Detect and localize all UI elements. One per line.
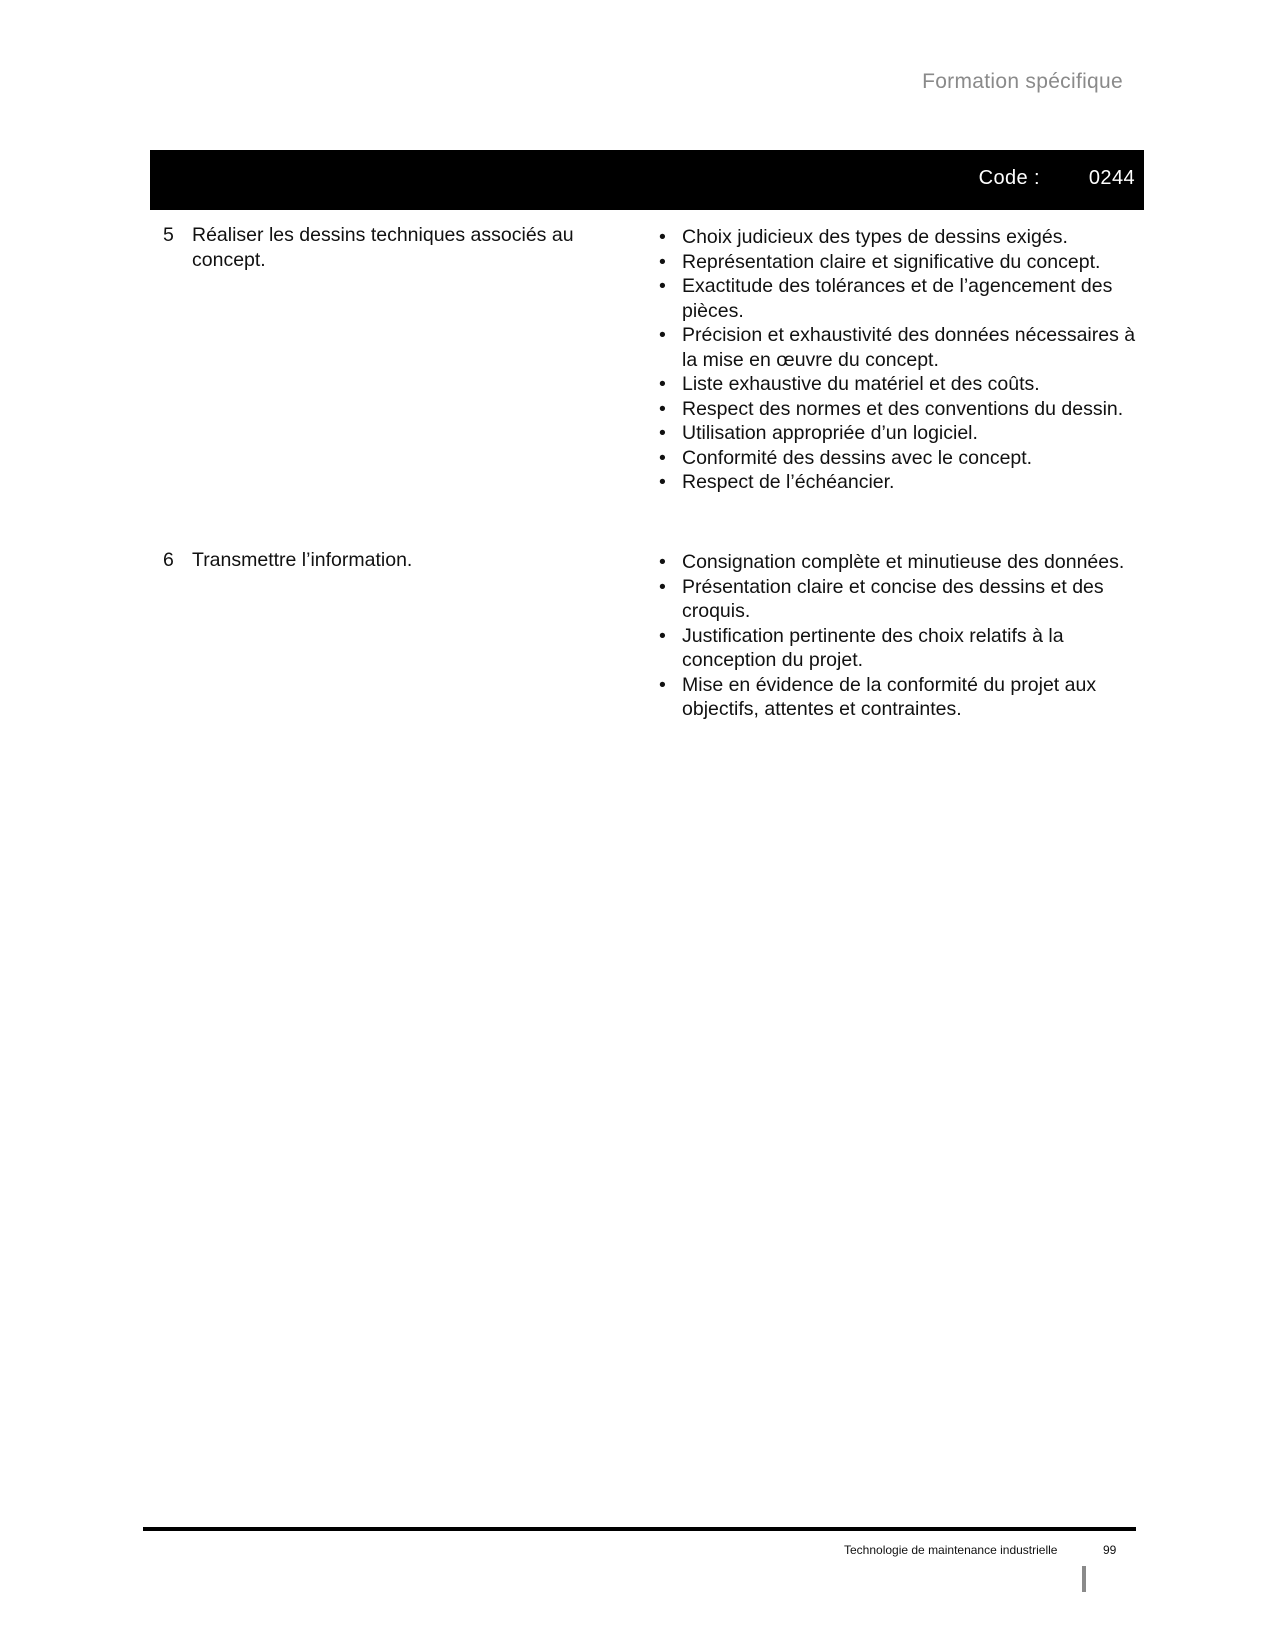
criterion-item: • Représentation claire et significative du concept.: [659, 250, 1101, 273]
element-text: Transmettre l’information.: [192, 549, 413, 571]
criterion-item: • Utilisation appropriée d’un logiciel.: [659, 422, 978, 444]
bullet-icon: •: [659, 226, 666, 248]
bullet-icon: •: [659, 324, 666, 346]
criterion-item: • Justification pertinente des choix relatifs à la conception du projet.: [659, 624, 1064, 671]
bullet-icon: •: [659, 275, 666, 297]
element-text: Réaliser les dessins techniques associés au concept.: [192, 224, 574, 271]
competency-element: [163, 548, 623, 573]
performance-criteria-list: [656, 225, 1138, 495]
code-label: Code :: [978, 167, 1040, 189]
criterion-item: • Respect des normes et des conventions du dessin.: [659, 397, 1124, 420]
criterion-item: • Liste exhaustive du matériel et des coûts.: [659, 373, 1040, 395]
bullet-icon: •: [659, 373, 666, 395]
bullet-icon: •: [659, 673, 666, 696]
competency-element: [163, 223, 623, 272]
criterion-item: • Choix judicieux des types de dessins exigés.: [659, 226, 1068, 248]
bullet-icon: •: [659, 250, 666, 273]
bullet-icon: •: [659, 551, 666, 573]
criterion-item: • Précision et exhaustivité des données nécessaires à la mise en œuvre du concept.: [659, 324, 1136, 371]
running-header: Formation spécifique: [922, 70, 1123, 93]
bullet-icon: •: [659, 397, 666, 420]
performance-criteria-list: [656, 550, 1138, 722]
criterion-item: • Présentation claire et concise des dessins et des croquis.: [659, 575, 1104, 622]
change-bar: [1082, 1566, 1086, 1592]
criterion-item: • Exactitude des tolérances et de l’agencement des pièces.: [659, 275, 1113, 322]
criterion-item: • Consignation complète et minutieuse des données.: [659, 551, 1125, 573]
bullet-icon: •: [659, 446, 666, 469]
footer-rule: [143, 1527, 1136, 1531]
bullet-icon: •: [659, 471, 666, 493]
bullet-icon: •: [659, 624, 666, 647]
element-number: 5: [163, 224, 174, 246]
code-value: 0244: [1088, 167, 1135, 189]
bullet-icon: •: [659, 422, 666, 444]
footer-program-title: Technologie de maintenance industrielle: [844, 1543, 1058, 1557]
element-number: 6: [163, 549, 174, 571]
criterion-item: • Conformité des dessins avec le concept.: [659, 446, 1033, 469]
page-number: 99: [1103, 1543, 1117, 1557]
code-bar: [150, 150, 1144, 210]
criterion-item: • Respect de l’échéancier.: [659, 471, 895, 493]
criterion-item: • Mise en évidence de la conformité du projet aux objectifs, attentes et contraintes.: [659, 673, 1097, 720]
bullet-icon: •: [659, 575, 666, 598]
